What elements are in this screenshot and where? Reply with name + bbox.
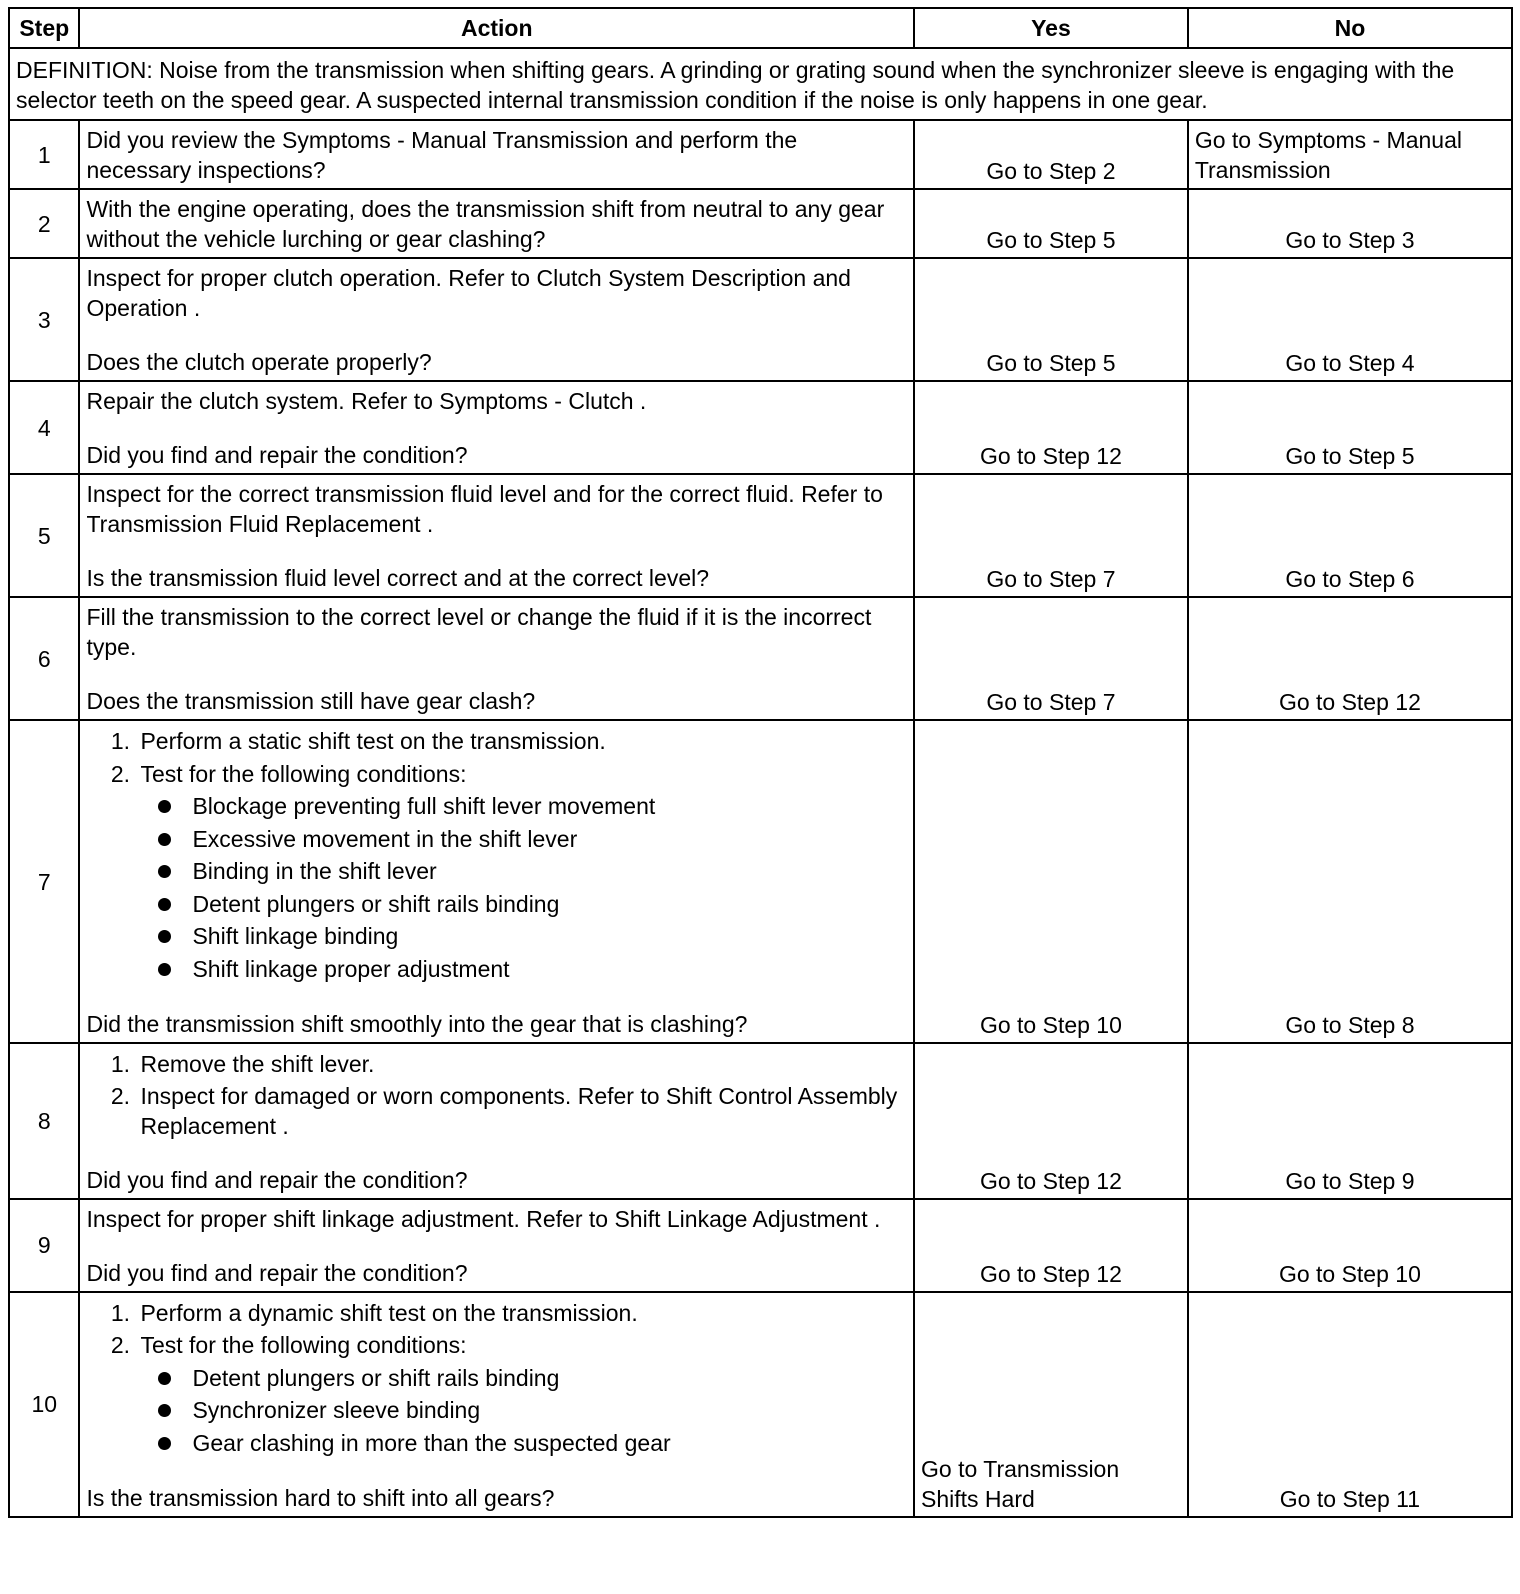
definition-text: DEFINITION: Noise from the transmission when shifting gears. A grinding or grating sound when the synchronizer sleeve is engaging with the selector teeth on the speed gear. A suspected internal transmission condition if the noise is only happens in one gear. (9, 48, 1512, 120)
header-yes: Yes (914, 8, 1188, 48)
action-cell (79, 1199, 914, 1292)
table-row (9, 1043, 1512, 1199)
diagnostic-page (8, 7, 1513, 1518)
list-item-text: Test for the following conditions: (140, 760, 467, 787)
bullet-icon (158, 865, 171, 878)
action-question: With the engine operating, does the transmission shift from neutral to any gear without the vehicle lurching or gear clashing? (79, 189, 914, 258)
yes-answer: Go to Step 7 (914, 474, 1188, 597)
bullet-icon (158, 898, 171, 911)
yes-answer: Go to Step 5 (914, 189, 1188, 258)
numbered-list (86, 1297, 907, 1460)
list-item: 2. Inspect for damaged or worn components. Refer to Shift Control Assembly Replacement . (136, 1081, 907, 1141)
yes-answer: Go to Step 10 (914, 720, 1188, 1043)
action-instruction: Inspect for proper shift linkage adjustment. Refer to Shift Linkage Adjustment . (86, 1205, 881, 1232)
step-number: 3 (9, 258, 79, 381)
bullet-item: Binding in the shift lever (188, 855, 907, 888)
bullet-list (140, 790, 907, 985)
bullet-item: Shift linkage binding (188, 920, 907, 953)
action-cell (79, 381, 914, 474)
bullet-item: Gear clashing in more than the suspected gear (188, 1427, 907, 1460)
list-item: 1. Remove the shift lever. (136, 1048, 907, 1081)
step-number: 5 (9, 474, 79, 597)
action-instruction: Inspect for proper clutch operation. Refer to Clutch System Description and Operation . (86, 265, 851, 321)
action-cell (79, 1043, 914, 1199)
bullet-item: Blockage preventing full shift lever movement (188, 790, 907, 823)
list-item: 1. Perform a static shift test on the transmission. (136, 725, 907, 758)
bullet-icon (158, 930, 171, 943)
list-item (136, 758, 907, 986)
bullet-item: Detent plungers or shift rails binding (188, 1362, 907, 1395)
no-answer: Go to Step 6 (1188, 474, 1512, 597)
no-answer: Go to Step 9 (1188, 1043, 1512, 1199)
action-question: Did you find and repair the condition? (86, 1166, 468, 1193)
action-instruction: Inspect for the correct transmission fluid level and for the correct fluid. Refer to Transmission Fluid Replacement . (86, 481, 883, 537)
step-number: 8 (9, 1043, 79, 1199)
no-answer: Go to Step 5 (1188, 381, 1512, 474)
action-cell (79, 258, 914, 381)
no-answer: Go to Step 8 (1188, 720, 1512, 1043)
action-question: Did you find and repair the condition? (86, 442, 468, 468)
header-no: No (1188, 8, 1512, 48)
no-answer: Go to Step 10 (1188, 1199, 1512, 1292)
header-action: Action (79, 8, 914, 48)
bullet-icon (158, 833, 171, 846)
header-row (9, 8, 1512, 48)
diagnostic-table (8, 7, 1513, 1518)
action-cell (79, 1292, 914, 1518)
step-number: 9 (9, 1199, 79, 1292)
table-row (9, 720, 1512, 1043)
header-step: Step (9, 8, 79, 48)
step-number: 2 (9, 189, 79, 258)
list-item (136, 1329, 907, 1459)
step-number: 6 (9, 597, 79, 720)
step-number: 1 (9, 120, 79, 189)
step-number: 10 (9, 1292, 79, 1518)
definition-row (9, 48, 1512, 120)
table-row (9, 597, 1512, 720)
table-row (9, 474, 1512, 597)
list-item: 1. Perform a dynamic shift test on the transmission. (136, 1297, 907, 1330)
bullet-icon (158, 800, 171, 813)
list-item-text: Test for the following conditions: (140, 1332, 467, 1358)
yes-answer: Go to Step 12 (914, 1043, 1188, 1199)
action-question: Is the transmission hard to shift into all gears? (86, 1485, 555, 1511)
bullet-item: Synchronizer sleeve binding (188, 1394, 907, 1427)
table-row (9, 120, 1512, 189)
bullet-icon (158, 1404, 171, 1417)
bullet-icon (158, 963, 171, 976)
bullet-list (140, 1362, 907, 1460)
table-row (9, 381, 1512, 474)
action-instruction: Repair the clutch system. Refer to Symptoms - Clutch . (86, 388, 647, 414)
bullet-item: Excessive movement in the shift lever (188, 823, 907, 856)
step-number: 4 (9, 381, 79, 474)
no-answer: Go to Step 12 (1188, 597, 1512, 720)
action-question: Did the transmission shift smoothly into the gear that is clashing? (86, 1011, 748, 1037)
action-question: Did you review the Symptoms - Manual Transmission and perform the necessary inspections? (79, 120, 914, 189)
action-question: Did you find and repair the condition? (86, 1259, 468, 1286)
action-cell (79, 720, 914, 1043)
table-row (9, 1199, 1512, 1292)
table-row (9, 1292, 1512, 1518)
no-answer: Go to Step 11 (1188, 1292, 1512, 1518)
no-answer: Go to Step 4 (1188, 258, 1512, 381)
bullet-item: Shift linkage proper adjustment (188, 953, 907, 986)
action-instruction: Fill the transmission to the correct level or change the fluid if it is the incorrect type. (86, 604, 872, 660)
table-row (9, 189, 1512, 258)
action-cell (79, 474, 914, 597)
yes-answer: Go to Transmission Shifts Hard (914, 1292, 1188, 1518)
yes-answer: Go to Step 5 (914, 258, 1188, 381)
yes-answer: Go to Step 7 (914, 597, 1188, 720)
action-question: Does the clutch operate properly? (86, 349, 432, 375)
numbered-list (86, 1048, 907, 1141)
no-answer: Go to Symptoms - Manual Transmission (1188, 120, 1512, 189)
bullet-item: Detent plungers or shift rails binding (188, 888, 907, 921)
yes-answer: Go to Step 12 (914, 1199, 1188, 1292)
bullet-icon (158, 1437, 171, 1450)
numbered-list (86, 725, 907, 985)
yes-answer: Go to Step 2 (914, 120, 1188, 189)
step-number: 7 (9, 720, 79, 1043)
action-cell (79, 597, 914, 720)
yes-answer: Go to Step 12 (914, 381, 1188, 474)
bullet-icon (158, 1372, 171, 1385)
table-row (9, 258, 1512, 381)
action-question: Does the transmission still have gear clash? (86, 688, 536, 714)
action-question: Is the transmission fluid level correct and at the correct level? (86, 565, 710, 591)
no-answer: Go to Step 3 (1188, 189, 1512, 258)
